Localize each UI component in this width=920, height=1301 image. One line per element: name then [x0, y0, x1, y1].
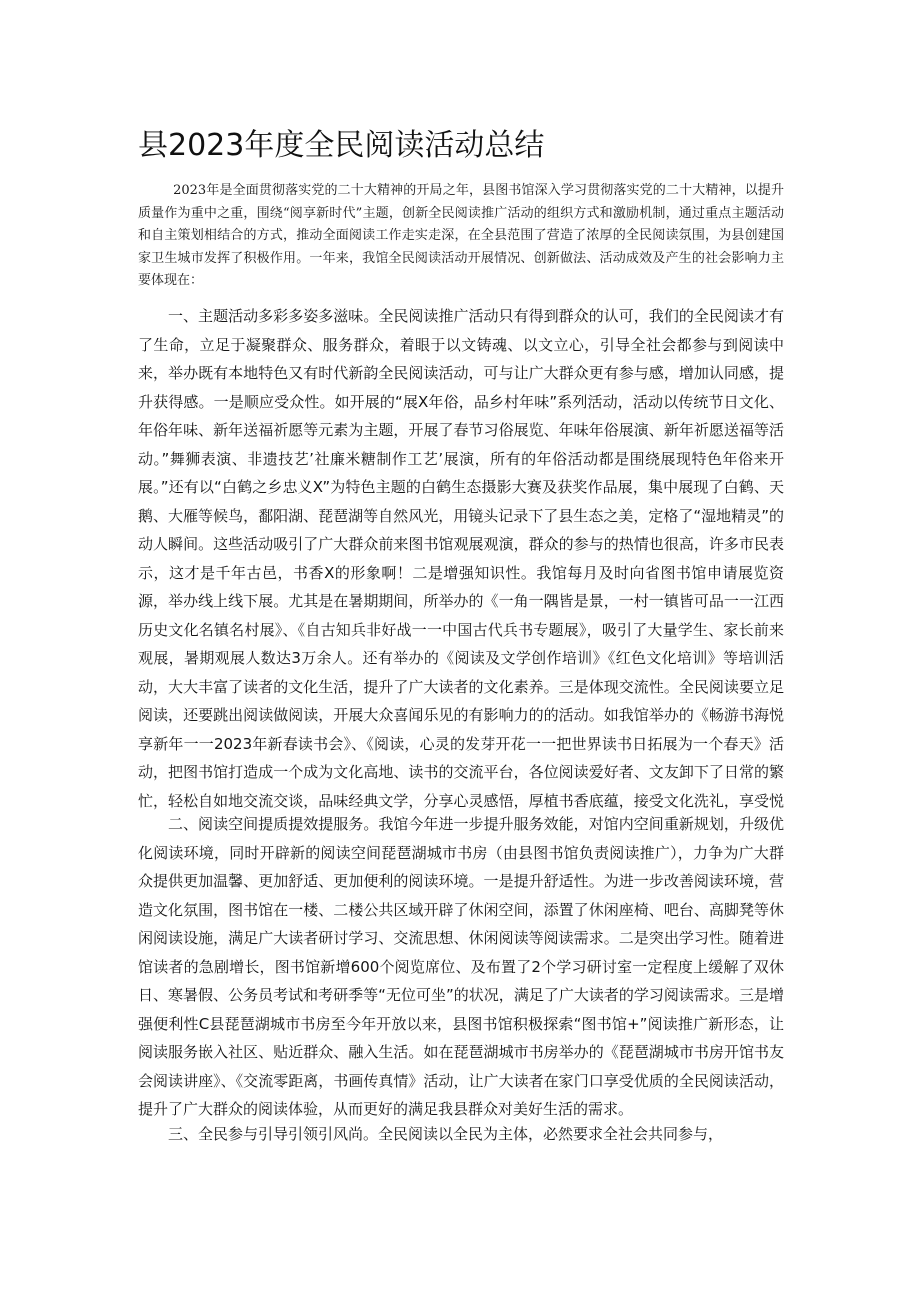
section-3-paragraph: 三、全民参与引导引领引风尚。全民阅读以全民为主体，必然要求全社会共同参与，	[168, 1125, 724, 1143]
section-2-paragraph: 二、阅读空间提质提效提服务。我馆今年进一步提升服务效能，对馆内空间重新规划，升级优化阅读环境，同时开辟新的阅读空间琵琶湖城市书房（由县图书馆负责阅读推广），力争为广大群众提供更加温馨、更加舒适、更加便利的阅读环境。一是提升舒适性。为进一步改善阅读环境，营造文化氛围，图书馆在一楼、二楼公共区域开辟了休闲空间，添置了休闲座椅、吧台、高脚凳等休闲阅读设施，满足广大读者研讨学习、交流思想、休闲阅读等阅读需求。二是突出学习性。随着进馆读者的急剧增长，图书馆新增600个阅览席位、及布置了2个学习研讨室一定程度上缓解了双休日、寒暑假、公务员考试和考研季等“无位可坐”的状况，满足了广大读者的学习阅读需求。三是增强便利性C县琵琶湖城市书房至今年开放以来，县图书馆积极探索“图书馆+”阅读推广新形态，让阅读服务嵌入社区、贴近群众、融入生活。如在琵琶湖城市书房举办的《琵琶湖城市书房开馆书友会阅读讲座》、《交流零距离，书画传真情》活动，让广大读者在家门口享受优质的全民阅读活动，提升了广大群众的阅读体验，从而更好的满足我县群众对美好生活的需求。	[138, 815, 784, 1118]
intro-paragraph: 2023年是全面贯彻落实党的二十大精神的开局之年，县图书馆深入学习贯彻落实党的二十大精神，以提升质量作为重中之重，围绕“阅享新时代”主题，创新全民阅读推广活动的组织方式和激励机制，通过重点主题活动和自主策划相结合的方式，推动全面阅读工作走实走深，在全县范围了营造了浓厚的全民阅读氛围，为县创建国家卫生城市发挥了积极作用。一年来，我馆全民阅读活动开展情况、创新做法、活动成效及产生的社会影响力主要体现在：	[138, 183, 784, 288]
section-1-paragraph: 一、主题活动多彩多姿多滋味。全民阅读推广活动只有得到群众的认可，我们的全民阅读才有了生命，立足于凝聚群众、服务群众，着眼于以文铸魂、以文立心，引导全社会都参与到阅读中来，举办既有本地特色又有时代新韵全民阅读活动，可与让广大群众更有参与感，增加认同感，提升获得感。一是顺应受众性。如开展的“展X年俗，品乡村年味”系列活动，活动以传统节日文化、年俗年味、新年送福祈愿等元素为主题，开展了春节习俗展览、年味年俗展演、新年祈愿送福等活动。”舞狮表演、非遗技艺’社廉米糖制作工艺’展演，所有的年俗活动都是围绕展现特色年俗来开展。”还有以“白鹤之乡忠义X”为特色主题的白鹤生态摄影大赛及获奖作品展，集中展现了白鹤、天鹅、大雁等候鸟，鄱阳湖、琵琶湖等自然风光，用镜头记录下了县生态之美，定格了“湿地精灵”的动人瞬间。这些活动吸引了广大群众前来图书馆观展观演，群众的参与的热情也很高，许多市民表示，这才是千年古邑，书香X的形象啊！二是增强知识性。我馆每月及时向省图书馆申请展览资源，举办线上线下展。尤其是在暑期期间，所举办的《一角一隅皆是景，一村一镇皆可品一一江西历史文化名镇名村展》、《自古知兵非好战一一中国古代兵书专题展》，吸引了大量学生、家长前来观展，暑期观展人数达3万余人。还有举办的《阅读及文学创作培训》《红色文化培训》等培训活动，大大丰富了读者的文化生活，提升了广大读者的文化素养。三是体现交流性。全民阅读要立足阅读，还要跳出阅读做阅读，开展大众喜闻乐见的有影响力的的活动。如我馆举办的《畅游书海悦享新年一一2023年新春读书会》、《阅读，心灵的发芽开花一一把世界读书日拓展为一个春天》活动，把图书馆打造成一个成为文化高地、读书的交流平台，各位阅读爱好者、文友卸下了日常的繁忙，轻松自如地交流交谈，品味经典文学，分享心灵感悟，厚植书香底蕴，接受文化洗礼，享受悦	[138, 307, 784, 810]
document-title: 县2023年度全民阅读活动总结	[138, 128, 545, 163]
